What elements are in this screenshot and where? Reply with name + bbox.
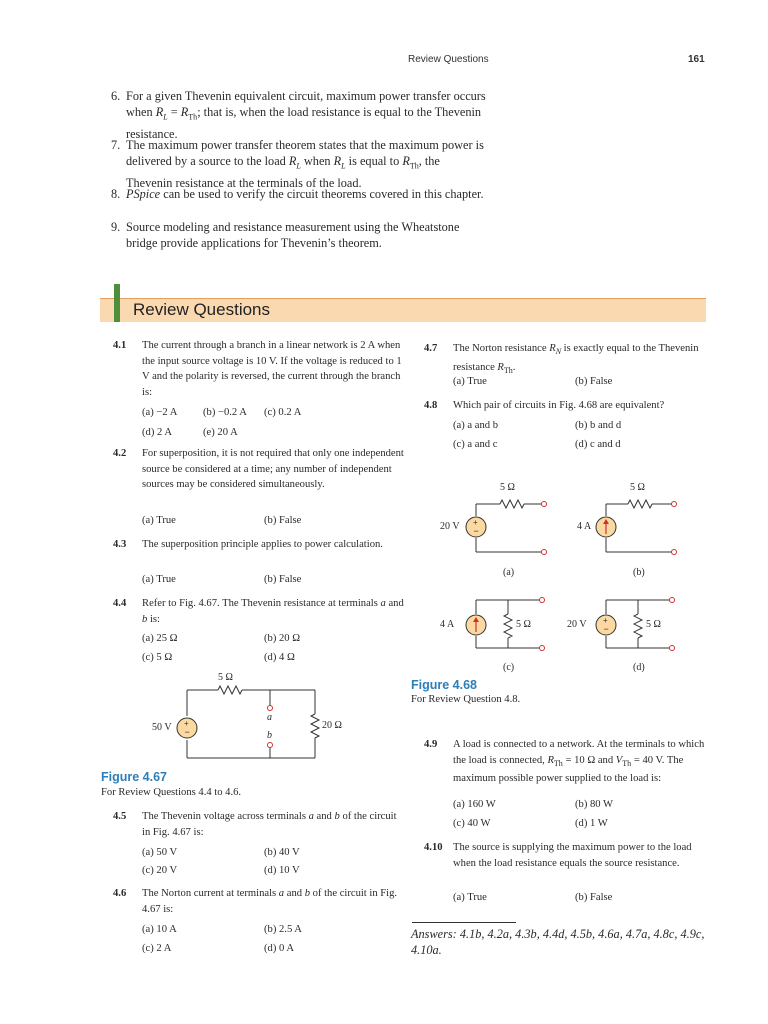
summary-text: The maximum power transfer theorem states that the maximum power is delivered by a source to the load $R_L$ when $R_L$ is equal to $R_{Th}$, the Thevenin resistance at the terminals of the load. — [126, 138, 484, 191]
option: (c) 0.2 A — [264, 407, 302, 418]
figure-4-67-caption: For Review Questions 4.4 to 4.6. — [101, 787, 242, 798]
answers-rule — [412, 922, 516, 923]
option: (a) 160 W — [453, 799, 496, 810]
option: (d) 10 V — [264, 865, 300, 876]
question-number: 4.9 — [424, 739, 438, 750]
svg-text:+: + — [184, 719, 189, 728]
summary-num: 8. — [111, 187, 121, 201]
option: (a) True — [142, 515, 176, 526]
question-text: For superposition, it is not required that only one independent source be considered at a time; any number of independent sources may be considered simultaneously. — [142, 448, 404, 491]
resistor-20ohm — [311, 714, 319, 738]
option: (b) False — [264, 574, 302, 585]
option: (c) 5 Ω — [142, 652, 173, 663]
fig468d-res: 5 Ω — [646, 619, 661, 630]
divider — [100, 298, 706, 299]
summary-text: For a given Thevenin equivalent circuit, maximum power transfer occurs when $R_L = R_{Th}$; that is, when the load resistance is equal to the Thevenin resistance. — [126, 89, 486, 142]
option: (b) False — [264, 515, 302, 526]
option: (d) 1 W — [575, 818, 608, 829]
fig468c-tag: (c) — [503, 662, 515, 673]
summary-text: Source modeling and resistance measurement using the Wheatstone bridge provide applications for Thevenin’s theorem. — [126, 220, 460, 251]
page-number: 161 — [688, 54, 705, 65]
option: (a) 25 Ω — [142, 633, 178, 644]
terminal-b — [268, 743, 273, 748]
figure-4-67-label: Figure 4.67 — [101, 770, 167, 784]
summary-num: 6. — [111, 89, 121, 103]
fig468d-tag: (d) — [633, 662, 645, 673]
terminal-a — [268, 706, 273, 711]
fig468c-res: 5 Ω — [516, 619, 531, 630]
fig468a-res: 5 Ω — [500, 482, 515, 493]
section-accent-bar — [114, 284, 120, 322]
option: (d) 0 A — [264, 943, 295, 954]
question-text: The Thevenin voltage across terminals a and b of the circuit in Fig. 4.67 is: — [142, 811, 397, 838]
option: (b) 80 W — [575, 799, 614, 810]
option: (a) True — [142, 574, 176, 585]
question-number: 4.1 — [113, 340, 127, 351]
question-number: 4.7 — [424, 343, 438, 354]
option: (a) True — [453, 376, 487, 387]
resistor-5ohm — [218, 686, 242, 694]
summary-num: 7. — [111, 138, 121, 152]
option: (b) 40 V — [264, 847, 300, 858]
option: (a) True — [453, 892, 487, 903]
question-text: The Norton resistance $R_N$ is exactly equal to the Thevenin resistance $R_{Th}$. — [453, 343, 699, 375]
figure-4-68-label: Figure 4.68 — [411, 678, 477, 692]
fig468a-tag: (a) — [503, 567, 515, 578]
option: (c) a and c — [453, 439, 498, 450]
question-text: The superposition principle applies to power calculation. — [142, 539, 383, 550]
option: (b) False — [575, 376, 613, 387]
option: (c) 20 V — [142, 865, 178, 876]
question-number: 4.4 — [113, 598, 127, 609]
option: (b) 20 Ω — [264, 633, 301, 644]
svg-text:−: − — [184, 727, 190, 737]
option: (b) b and d — [575, 420, 622, 431]
fig468b-tag: (b) — [633, 567, 645, 578]
running-header: Review Questions — [408, 54, 489, 65]
question-text: A load is connected to a network. At the terminals to which the load is connected, $R_{Th} = 10$ Ω and $V_{Th} = 40$ V. The maximum possible power supplied to the load is: — [453, 739, 705, 785]
fig467-r2-label: 20 Ω — [322, 720, 342, 731]
fig467-term-b: b — [267, 730, 272, 741]
option: (d) 4 Ω — [264, 652, 295, 663]
option: (c) 2 A — [142, 943, 172, 954]
option: (b) 2.5 A — [264, 924, 302, 935]
answers-text: Answers: 4.1b, 4.2a, 4.3b, 4.4d, 4.5b, 4.6a, 4.7a, 4.8c, 4.9c, 4.10a. — [411, 927, 705, 957]
figure-4-67-circuit — [140, 668, 380, 768]
question-text: The Norton current at terminals a and b of the circuit in Fig. 4.67 is: — [142, 888, 398, 915]
fig468a-src: 20 V — [440, 521, 460, 532]
section-title: Review Questions — [133, 300, 271, 319]
option: (a) 10 A — [142, 924, 177, 935]
summary-num: 9. — [111, 220, 121, 234]
question-number: 4.10 — [424, 842, 443, 853]
option: (a) a and b — [453, 420, 498, 431]
question-number: 4.2 — [113, 448, 127, 459]
figure-4-68a-circuit — [460, 490, 560, 565]
question-text: Which pair of circuits in Fig. 4.68 are equivalent? — [453, 400, 665, 411]
fig467-r1-label: 5 Ω — [218, 672, 233, 683]
option: (b) False — [575, 892, 613, 903]
figure-4-68d-circuit — [590, 590, 690, 660]
fig468b-src: 4 A — [577, 521, 592, 532]
fig468b-res: 5 Ω — [630, 482, 645, 493]
option: (a) 50 V — [142, 847, 178, 858]
option: (c) 40 W — [453, 818, 491, 829]
option: (b) −0.2 A — [203, 407, 247, 418]
question-text: The source is supplying the maximum power to the load when the load resistance equals the source resistance. — [453, 842, 692, 869]
svg-text:−: − — [473, 526, 479, 536]
svg-text:−: − — [603, 624, 609, 634]
fig467-source-label: 50 V — [152, 722, 172, 733]
option: (a) −2 A — [142, 407, 178, 418]
figure-4-68b-circuit — [590, 490, 690, 565]
option: (d) 2 A — [142, 427, 173, 438]
question-text: The current through a branch in a linear network is 2 A when the input source voltage is 10 V. If the voltage is reduced to 1 V and the polarity is reversed, the current through the branch is: — [142, 340, 402, 398]
option: (d) c and d — [575, 439, 621, 450]
question-text: Refer to Fig. 4.67. The Thevenin resistance at terminals a and b is: — [142, 598, 404, 625]
figure-4-68c-circuit — [460, 590, 560, 660]
svg-text:+: + — [473, 518, 478, 527]
summary-text: PSpice can be used to verify the circuit theorems covered in this chapter. — [126, 187, 484, 201]
question-number: 4.6 — [113, 888, 127, 899]
question-number: 4.8 — [424, 400, 438, 411]
fig468c-src: 4 A — [440, 619, 455, 630]
fig467-term-a: a — [267, 712, 272, 723]
question-number: 4.5 — [113, 811, 127, 822]
figure-4-68-caption: For Review Question 4.8. — [411, 694, 521, 705]
svg-text:+: + — [603, 616, 608, 625]
fig468d-src: 20 V — [567, 619, 587, 630]
option: (e) 20 A — [203, 427, 238, 438]
question-number: 4.3 — [113, 539, 127, 550]
